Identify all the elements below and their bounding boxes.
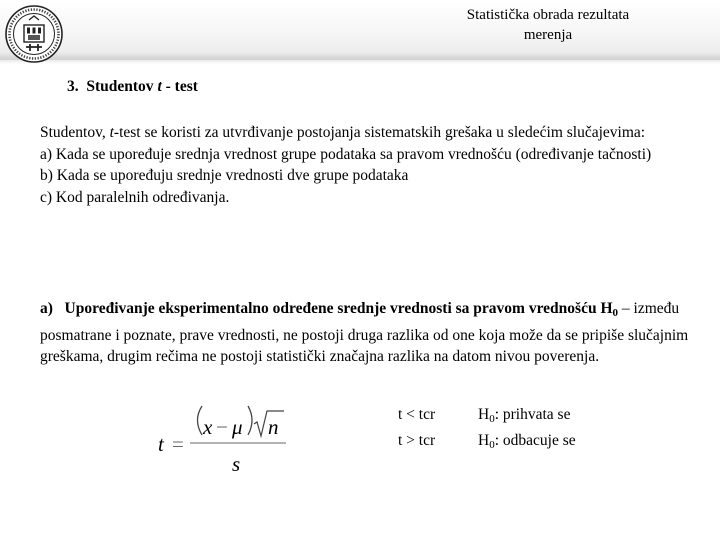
case-a-h0 <box>600 300 618 317</box>
university-seal-icon <box>4 4 64 64</box>
condition-expression: t > tcr <box>398 432 436 449</box>
formula-mu: μ <box>232 415 243 439</box>
section-title-pre: Studentov <box>86 78 158 95</box>
condition-row <box>398 404 576 430</box>
case-a-label: a) <box>40 300 53 317</box>
formula-x: x <box>203 415 213 439</box>
header-title-line2: merenja <box>523 27 573 43</box>
intro-line-t: t <box>109 124 114 141</box>
case-a-h0-letter: H <box>600 300 613 317</box>
formula-equals: = <box>172 432 184 456</box>
intro-item-b: b) Kada se upoređuju srednje vrednosti dve grupe podataka <box>40 167 409 184</box>
h0-subscript: 0 <box>489 439 495 451</box>
header-divider <box>0 52 720 64</box>
intro-paragraph <box>40 122 690 208</box>
condition-expression: t < tcr <box>398 406 436 423</box>
intro-line-pre: Studentov, <box>40 124 110 141</box>
formula-t: t <box>158 432 164 456</box>
left-paren <box>198 406 203 435</box>
h0-letter: H <box>478 406 490 423</box>
case-a-h0-sub: 0 <box>612 307 619 319</box>
header-title-line1: Statistička obrada rezultata <box>466 7 630 23</box>
condition-row <box>398 430 576 456</box>
h0-subscript: 0 <box>489 413 495 425</box>
conditions-table <box>398 404 576 456</box>
condition-result <box>478 404 570 430</box>
header-title <box>400 5 696 45</box>
section-number: 3. <box>67 78 79 95</box>
intro-item-c: c) Kod paralelnih određivanja. <box>40 188 230 206</box>
condition-result-text: : odbacuje se <box>494 432 576 449</box>
condition-result <box>478 430 576 456</box>
condition-result-text: : prihvata se <box>494 406 571 423</box>
section-title-t: t <box>157 78 162 95</box>
right-paren <box>248 406 252 435</box>
formula-s: s <box>232 452 241 476</box>
section-title-post: - test <box>161 78 198 95</box>
section-heading <box>67 78 198 96</box>
h0-letter: H <box>478 432 490 449</box>
intro-line <box>40 122 690 144</box>
case-a-heading: Upoređivanje eksperimentalno određene srednje vrednosti sa pravom vrednošću <box>64 300 597 317</box>
formula-minus: − <box>216 415 228 439</box>
t-test-formula <box>150 398 300 478</box>
case-a-paragraph <box>40 298 700 368</box>
formula-n: n <box>268 415 279 439</box>
case-a-body: – između posmatrane i poznate, prave vrednosti, ne postoji druga razlika od one koja može da se pripiše slučajnim greškama, drugim rečima ne postoji statistički značajna razlika na datom nivou poverenja. <box>40 300 689 366</box>
intro-item-a: a) Kada se upoređuje srednja vrednost grupe podataka sa pravom vrednošću (određivanje tačnosti) <box>40 145 652 163</box>
intro-line-post: -test se koristi za utvrđivanje postojanja sistematskih grešaka u sledećim slučajevima: <box>113 124 646 141</box>
